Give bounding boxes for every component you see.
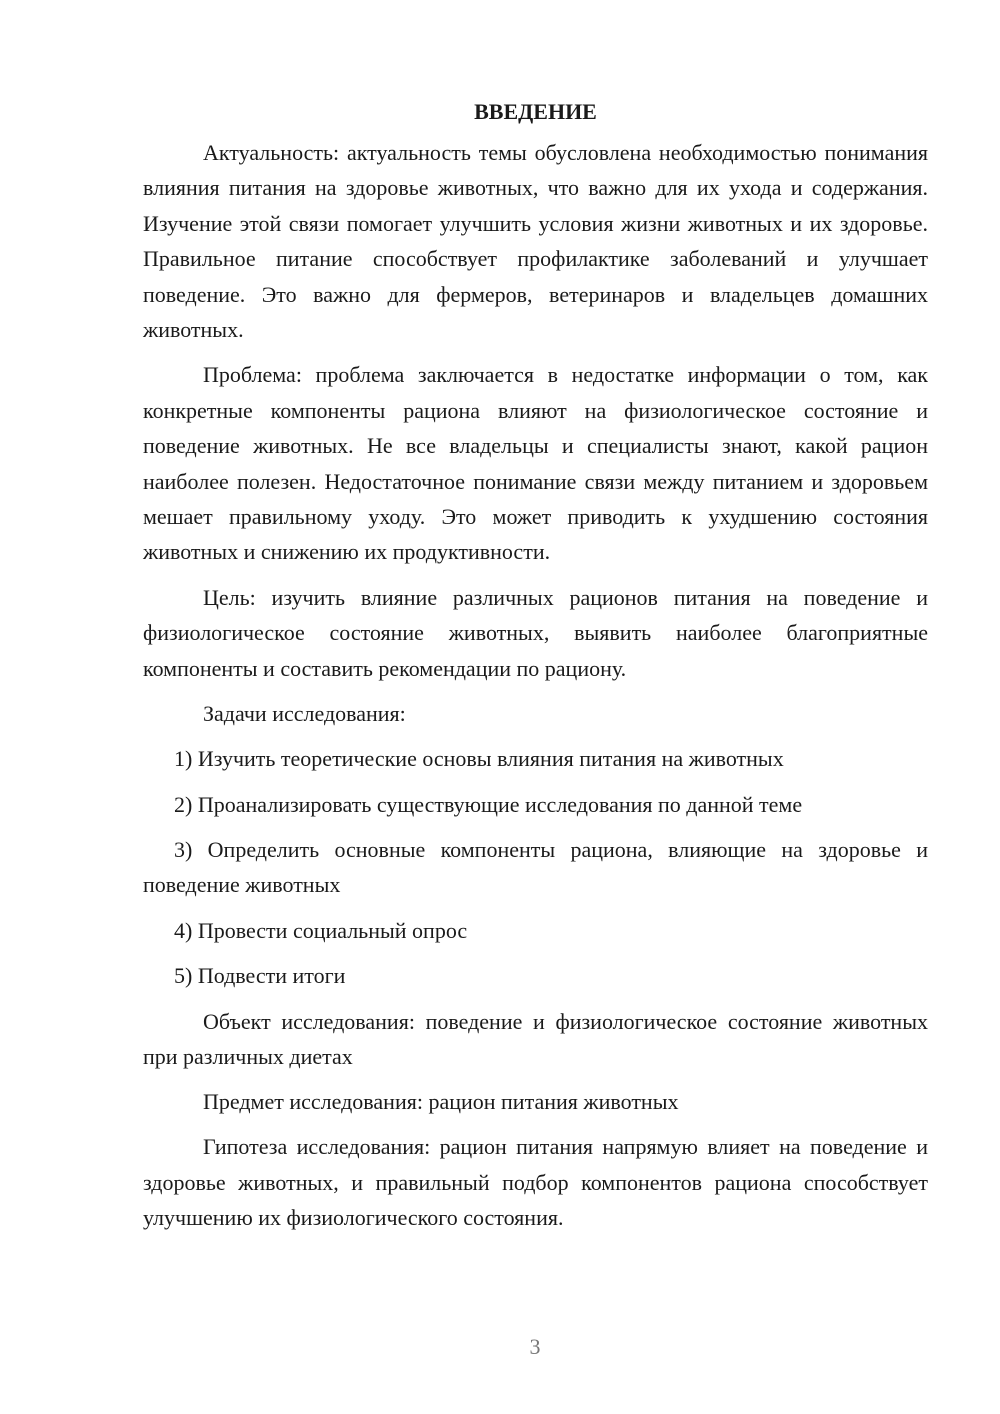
task-item: 3) Определить основные компоненты рациона, влияющие на здоровье и поведение животных — [143, 836, 928, 898]
task-item: 2) Проанализировать существующие исследования по данной теме — [174, 791, 803, 817]
relevance-paragraph: Актуальность: актуальность темы обусловлена необходимостью понимания влияния питания на здоровье животных, что важно для их ухода и содержания. Изучение этой связи помогает улучшить условия жизни животных и их здоровье. Правильное питание способствует профилактике заболеваний и улучшает поведение. Это важно для фермеров, ветеринаров и владельцев домашних животных. — [143, 140, 928, 343]
problem-paragraph: Проблема: проблема заключается в недостатке информации о том, как конкретные компоненты рациона влияют на физиологическое состояние и поведение животных. Не все владельцы и специалисты знают, какой рацион наиболее полезен. Недостаточное понимание связи между питанием и здоровьем мешает правильному уходу. Это может приводить к ухудшению состояния животных и снижению их продуктивности. — [143, 362, 928, 565]
page-content — [143, 94, 928, 1246]
hypothesis-paragraph: Гипотеза исследования: рацион питания напрямую влияет на поведение и здоровье животных, и правильный подбор компонентов рациона способствует улучшению их физиологического состояния. — [143, 1134, 928, 1231]
tasks-list — [143, 741, 928, 993]
task-item: 5) Подвести итоги — [174, 963, 346, 989]
object-paragraph: Объект исследования: поведение и физиологическое состояние животных при различных диетах — [143, 1008, 928, 1069]
tasks-heading: Задачи исследования: — [203, 701, 406, 727]
page-title: ВВЕДЕНИЕ — [474, 99, 597, 124]
page-number: 3 — [529, 1334, 541, 1359]
subject-paragraph: Предмет исследования: рацион питания животных — [203, 1089, 679, 1115]
task-item: 1) Изучить теоретические основы влияния питания на животных — [174, 746, 784, 772]
goal-paragraph: Цель: изучить влияние различных рационов питания на поведение и физиологическое состояние животных, выявить наиболее благоприятные компоненты и составить рекомендации по рациону. — [143, 584, 928, 681]
task-item: 4) Провести социальный опрос — [174, 917, 468, 943]
